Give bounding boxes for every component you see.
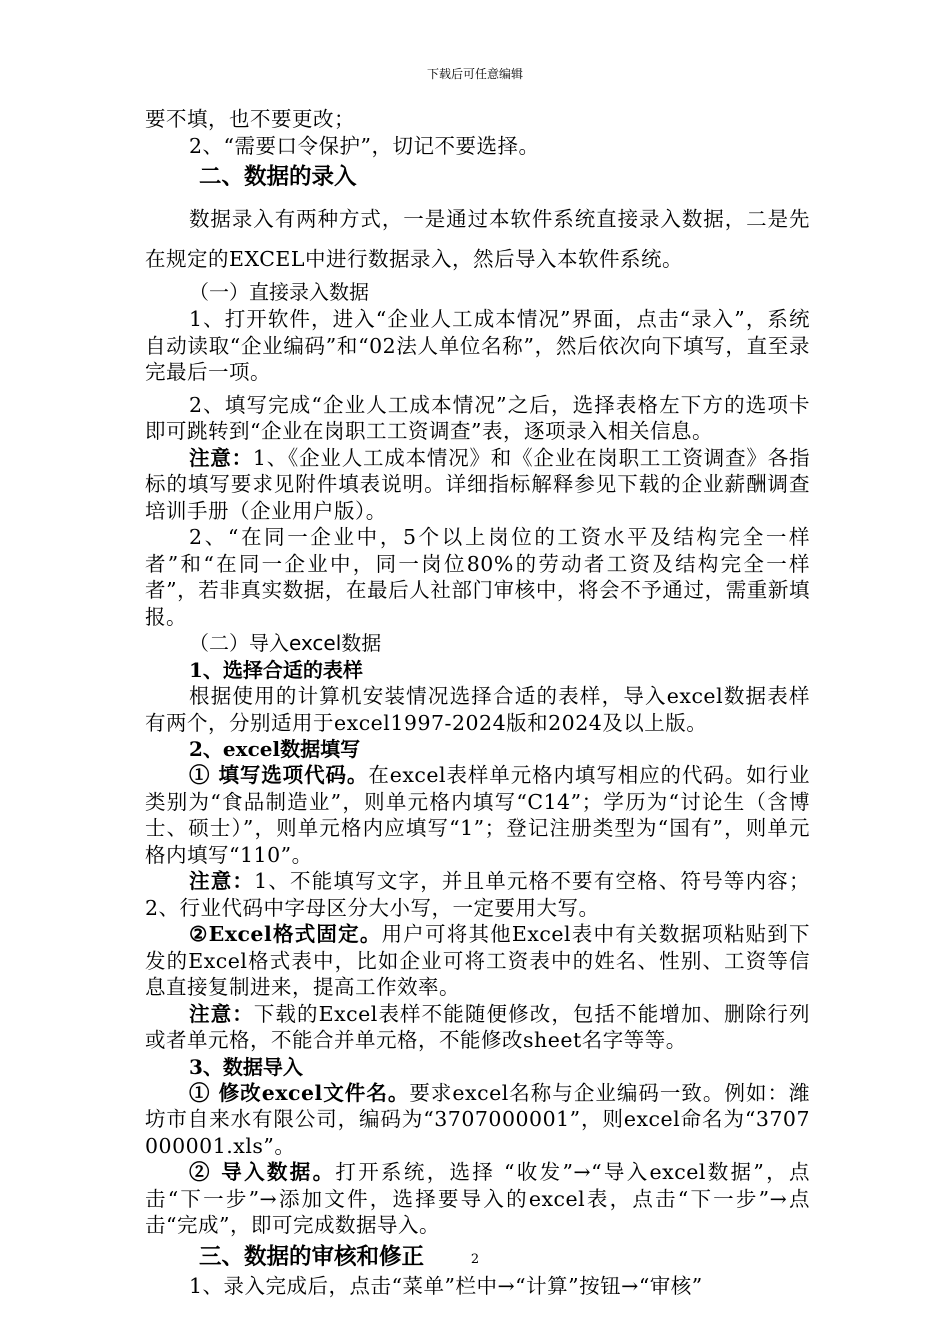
item-label: ① 填写选项代码。	[189, 763, 369, 787]
subsection-heading-direct-entry: （一）直接录入数据	[189, 280, 369, 304]
item-label: ① 修改excel文件名。	[189, 1080, 410, 1105]
note-text: 下载的Excel表样不能随便修改，包括不能增加、删除行列或者单元格，不能合并单元格，不能修改sheet名字等等。	[145, 1001, 810, 1052]
item-text: 在excel表样单元格内填写相应的代码。如行业类别为“食品制造业”，则单元格内填写“C14”；学历为“讨论生（含博士、硕士）”，则单元格内应填写“1”；登记注册类型为“国有”，则单元格内填写“110”。	[145, 763, 810, 867]
item-label: ② 导入数据。	[189, 1160, 336, 1184]
item-text: 要求excel名称与企业编码一致。例如：潍坊市自来水有限公司，编码为“3707000001”，则excel命名为“3707000001.xls”。	[145, 1080, 810, 1158]
section-heading-review: 三、数据的审核和修正	[199, 1243, 425, 1270]
note-label: 注意：	[189, 1001, 254, 1026]
paragraph: 2、填写完成“企业人工成本情况”之后，选择表格左下方的选项卡即可跳转到“企业在岗职工工资调查”表，逐项录入相关信息。	[145, 392, 810, 443]
paragraph: 1、录入完成后，点击“菜单”栏中→“计算”按钮→“审核”	[189, 1273, 703, 1298]
section-heading-data-entry: 二、数据的录入	[199, 164, 357, 190]
item-label: ②Excel格式固定。	[189, 922, 382, 946]
note-paragraph	[145, 1001, 810, 1054]
paragraph	[145, 921, 810, 1001]
paragraph: 要不填，也不要更改；	[145, 107, 355, 131]
note-text: 1、《企业人工成本情况》和《企业在岗职工工资调查》各指标的填写要求见附件填表说明。详细指标解释参见下载的企业薪酬调查培训手册（企业用户版）。	[145, 445, 811, 523]
paragraph	[145, 762, 810, 868]
paragraph: 数据录入有两种方式，一是通过本软件系统直接录入数据，二是先在规定的EXCEL中进行数据录入，然后导入本软件系统。	[145, 207, 810, 271]
paragraph: 1、打开软件，进入“企业人工成本情况”界面，点击“录入”，系统自动读取“企业编码”和“02法人单位名称”，然后依次向下填写，直至录完最后一项。	[145, 307, 810, 384]
paragraph	[145, 1159, 810, 1239]
page-number: 2	[470, 1252, 480, 1267]
item-text: 用户可将其他Excel表中有关数据项粘贴到下发的Excel格式表中，比如企业可将工资表中的姓名、性别、工资等信息直接复制进来，提高工作效率。	[145, 922, 810, 999]
step-heading-data-import: 3、数据导入	[189, 1054, 303, 1079]
item-text: 打开系统，选择 “收发”→“导入excel数据”，点击“下一步”→添加文件，选择要导入的excel表，点击“下一步”→点击“完成”，即可完成数据导入。	[145, 1160, 811, 1237]
note-label: 注意：	[189, 445, 253, 470]
document-body	[145, 106, 810, 1299]
page-header: 下载后可任意编辑	[426, 67, 523, 81]
step-heading-choose-template: 1、选择合适的表样	[189, 658, 363, 682]
note-label: 注意：	[189, 869, 255, 893]
paragraph	[145, 1080, 810, 1160]
step-heading-fill-excel: 2、excel数据填写	[189, 737, 361, 761]
paragraph: 2、“需要口令保护”，切记不要选择。	[189, 133, 540, 158]
note-paragraph	[145, 445, 810, 525]
subsection-heading-import-excel: （二）导入excel数据	[189, 631, 382, 655]
paragraph: 2、“在同一企业中，5个以上岗位的工资水平及结构完全一样者”和“在同一企业中，同一岗位80%的劳动者工资及结构完全一样者”，若非真实数据，在最后人社部门审核中，将会不予通过，需重新填报。	[145, 525, 810, 629]
paragraph: 根据使用的计算机安装情况选择合适的表样，导入excel数据表样有两个，分别适用于excel1997-2024版和2024及以上版。	[145, 684, 810, 735]
note-paragraph	[145, 868, 810, 921]
note-text: 1、不能填写文字，并且单元格不要有空格、符号等内容；2、行业代码中字母区分大小写，一定要用大写。	[145, 869, 811, 920]
